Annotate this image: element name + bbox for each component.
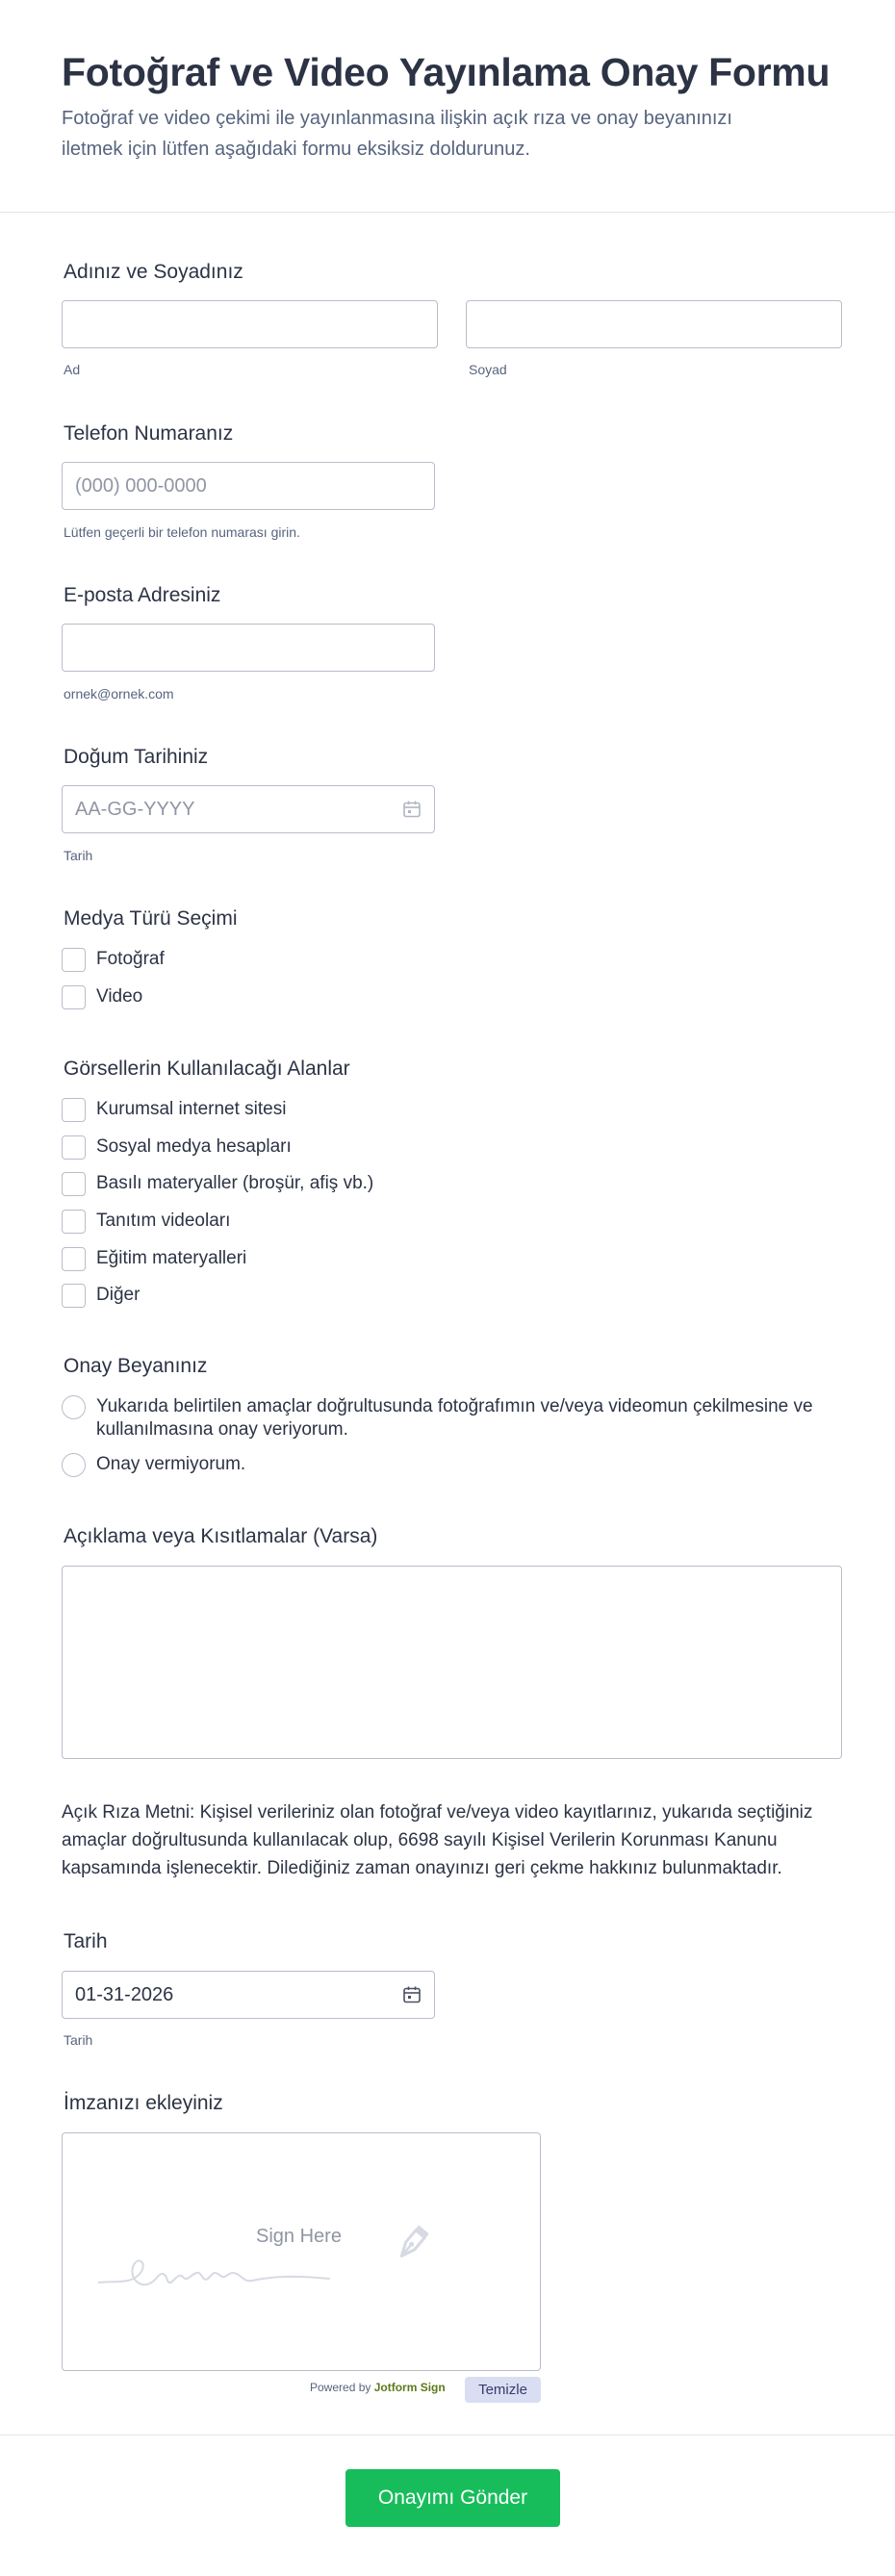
checkbox[interactable] (62, 1098, 86, 1122)
footer-divider (0, 2435, 895, 2436)
checkbox[interactable] (62, 1210, 86, 1234)
radio-button[interactable] (62, 1395, 86, 1419)
checkbox[interactable] (62, 1247, 86, 1271)
approval-option-yes[interactable] (62, 1395, 831, 1441)
usage-option-website[interactable] (62, 1098, 286, 1122)
phone-sublabel: Lütfen geçerli bir telefon numarası girin. (64, 524, 300, 540)
email-input[interactable] (62, 624, 435, 672)
calendar-icon[interactable] (401, 1984, 422, 2005)
checkbox[interactable] (62, 948, 86, 972)
usage-option-social-media[interactable] (62, 1135, 292, 1160)
first-name-sublabel: Ad (64, 362, 81, 377)
email-sublabel: ornek@ornek.com (64, 686, 174, 701)
form-subtitle: Fotoğraf ve video çekimi ile yayınlanmasına ilişkin açık rıza ve onay beyanınızı iletmek için lütfen aşağıdaki formu eksiksiz doldurunuz. (62, 108, 732, 160)
powered-by-prefix: Powered by (310, 2381, 371, 2394)
approval-option-no[interactable] (62, 1453, 245, 1477)
media-option-photo[interactable] (62, 948, 165, 972)
form-title: Fotoğraf ve Video Yayınlama Onay Formu (62, 50, 831, 94)
powered-by (310, 2381, 446, 2394)
date-label: Tarih (64, 1930, 108, 1952)
last-name-sublabel: Soyad (469, 362, 507, 377)
last-name-input[interactable] (466, 300, 842, 348)
option-label: Basılı materyaller (broşür, afiş vb.) (96, 1173, 374, 1193)
sign-here-placeholder: Sign Here (256, 2226, 342, 2247)
date-input[interactable] (62, 1971, 435, 2019)
signature-label: İmzanızı ekleyiniz (64, 2092, 223, 2114)
usage-option-education[interactable] (62, 1247, 246, 1271)
email-label: E-posta Adresiniz (64, 584, 221, 606)
birth-date-sublabel: Tarih (64, 848, 93, 863)
radio-button[interactable] (62, 1453, 86, 1477)
option-label: Eğitim materyalleri (96, 1248, 247, 1268)
option-label: Sosyal medya hesapları (96, 1136, 292, 1157)
checkbox[interactable] (62, 985, 86, 1009)
usage-option-promo-videos[interactable] (62, 1210, 230, 1234)
usage-option-printed[interactable] (62, 1172, 373, 1196)
option-label: Video (96, 986, 143, 1007)
option-label: Kurumsal internet sitesi (96, 1099, 287, 1119)
option-label: Yukarıda belirtilen amaçlar doğrultusunda fotoğrafımın ve/veya videomun çekilmesine ve kullanılmasına onay veriyorum. (96, 1396, 813, 1440)
checkbox[interactable] (62, 1135, 86, 1160)
checkbox[interactable] (62, 1172, 86, 1196)
approval-label: Onay Beyanınız (64, 1355, 208, 1377)
media-type-label: Medya Türü Seçimi (64, 907, 238, 930)
notes-textarea[interactable] (62, 1566, 842, 1759)
calendar-icon[interactable] (401, 799, 422, 820)
first-name-input[interactable] (62, 300, 438, 348)
birth-date-label: Doğum Tarihiniz (64, 746, 209, 768)
pen-icon (387, 2221, 435, 2269)
media-option-video[interactable] (62, 985, 142, 1009)
notes-label: Açıklama veya Kısıtlamalar (Varsa) (64, 1525, 378, 1547)
usage-areas-label: Görsellerin Kullanılacağı Alanlar (64, 1058, 350, 1080)
option-label: Fotoğraf (96, 949, 165, 969)
date-sublabel: Tarih (64, 2032, 93, 2048)
form-header (0, 0, 895, 213)
option-label: Onay vermiyorum. (96, 1454, 246, 1474)
birth-date-input[interactable] (62, 785, 435, 833)
jotform-sign-brand[interactable]: Jotform Sign (373, 2381, 446, 2394)
option-label: Tanıtım videoları (96, 1211, 231, 1231)
checkbox[interactable] (62, 1284, 86, 1308)
usage-option-other[interactable] (62, 1284, 140, 1308)
phone-input[interactable] (62, 462, 435, 510)
option-label: Diğer (96, 1285, 141, 1305)
phone-label: Telefon Numaranız (64, 422, 234, 445)
clear-signature-button[interactable]: Temizle (465, 2377, 541, 2403)
consent-text: Açık Rıza Metni: Kişisel verileriniz olan fotoğraf ve/veya video kayıtlarınız, yukarıda seçtiğiniz amaçlar doğrultusunda kullanılacak olup, 6698 sayılı Kişisel Verilerin Korunması Kanunu kapsamında işlenecektir. Dilediğiniz zaman onayınızı geri çekme hakkınız bulunmaktadır. (62, 1802, 813, 1878)
submit-button[interactable]: Onayımı Gönder (345, 2469, 560, 2527)
name-label: Adınız ve Soyadınız (64, 261, 243, 283)
